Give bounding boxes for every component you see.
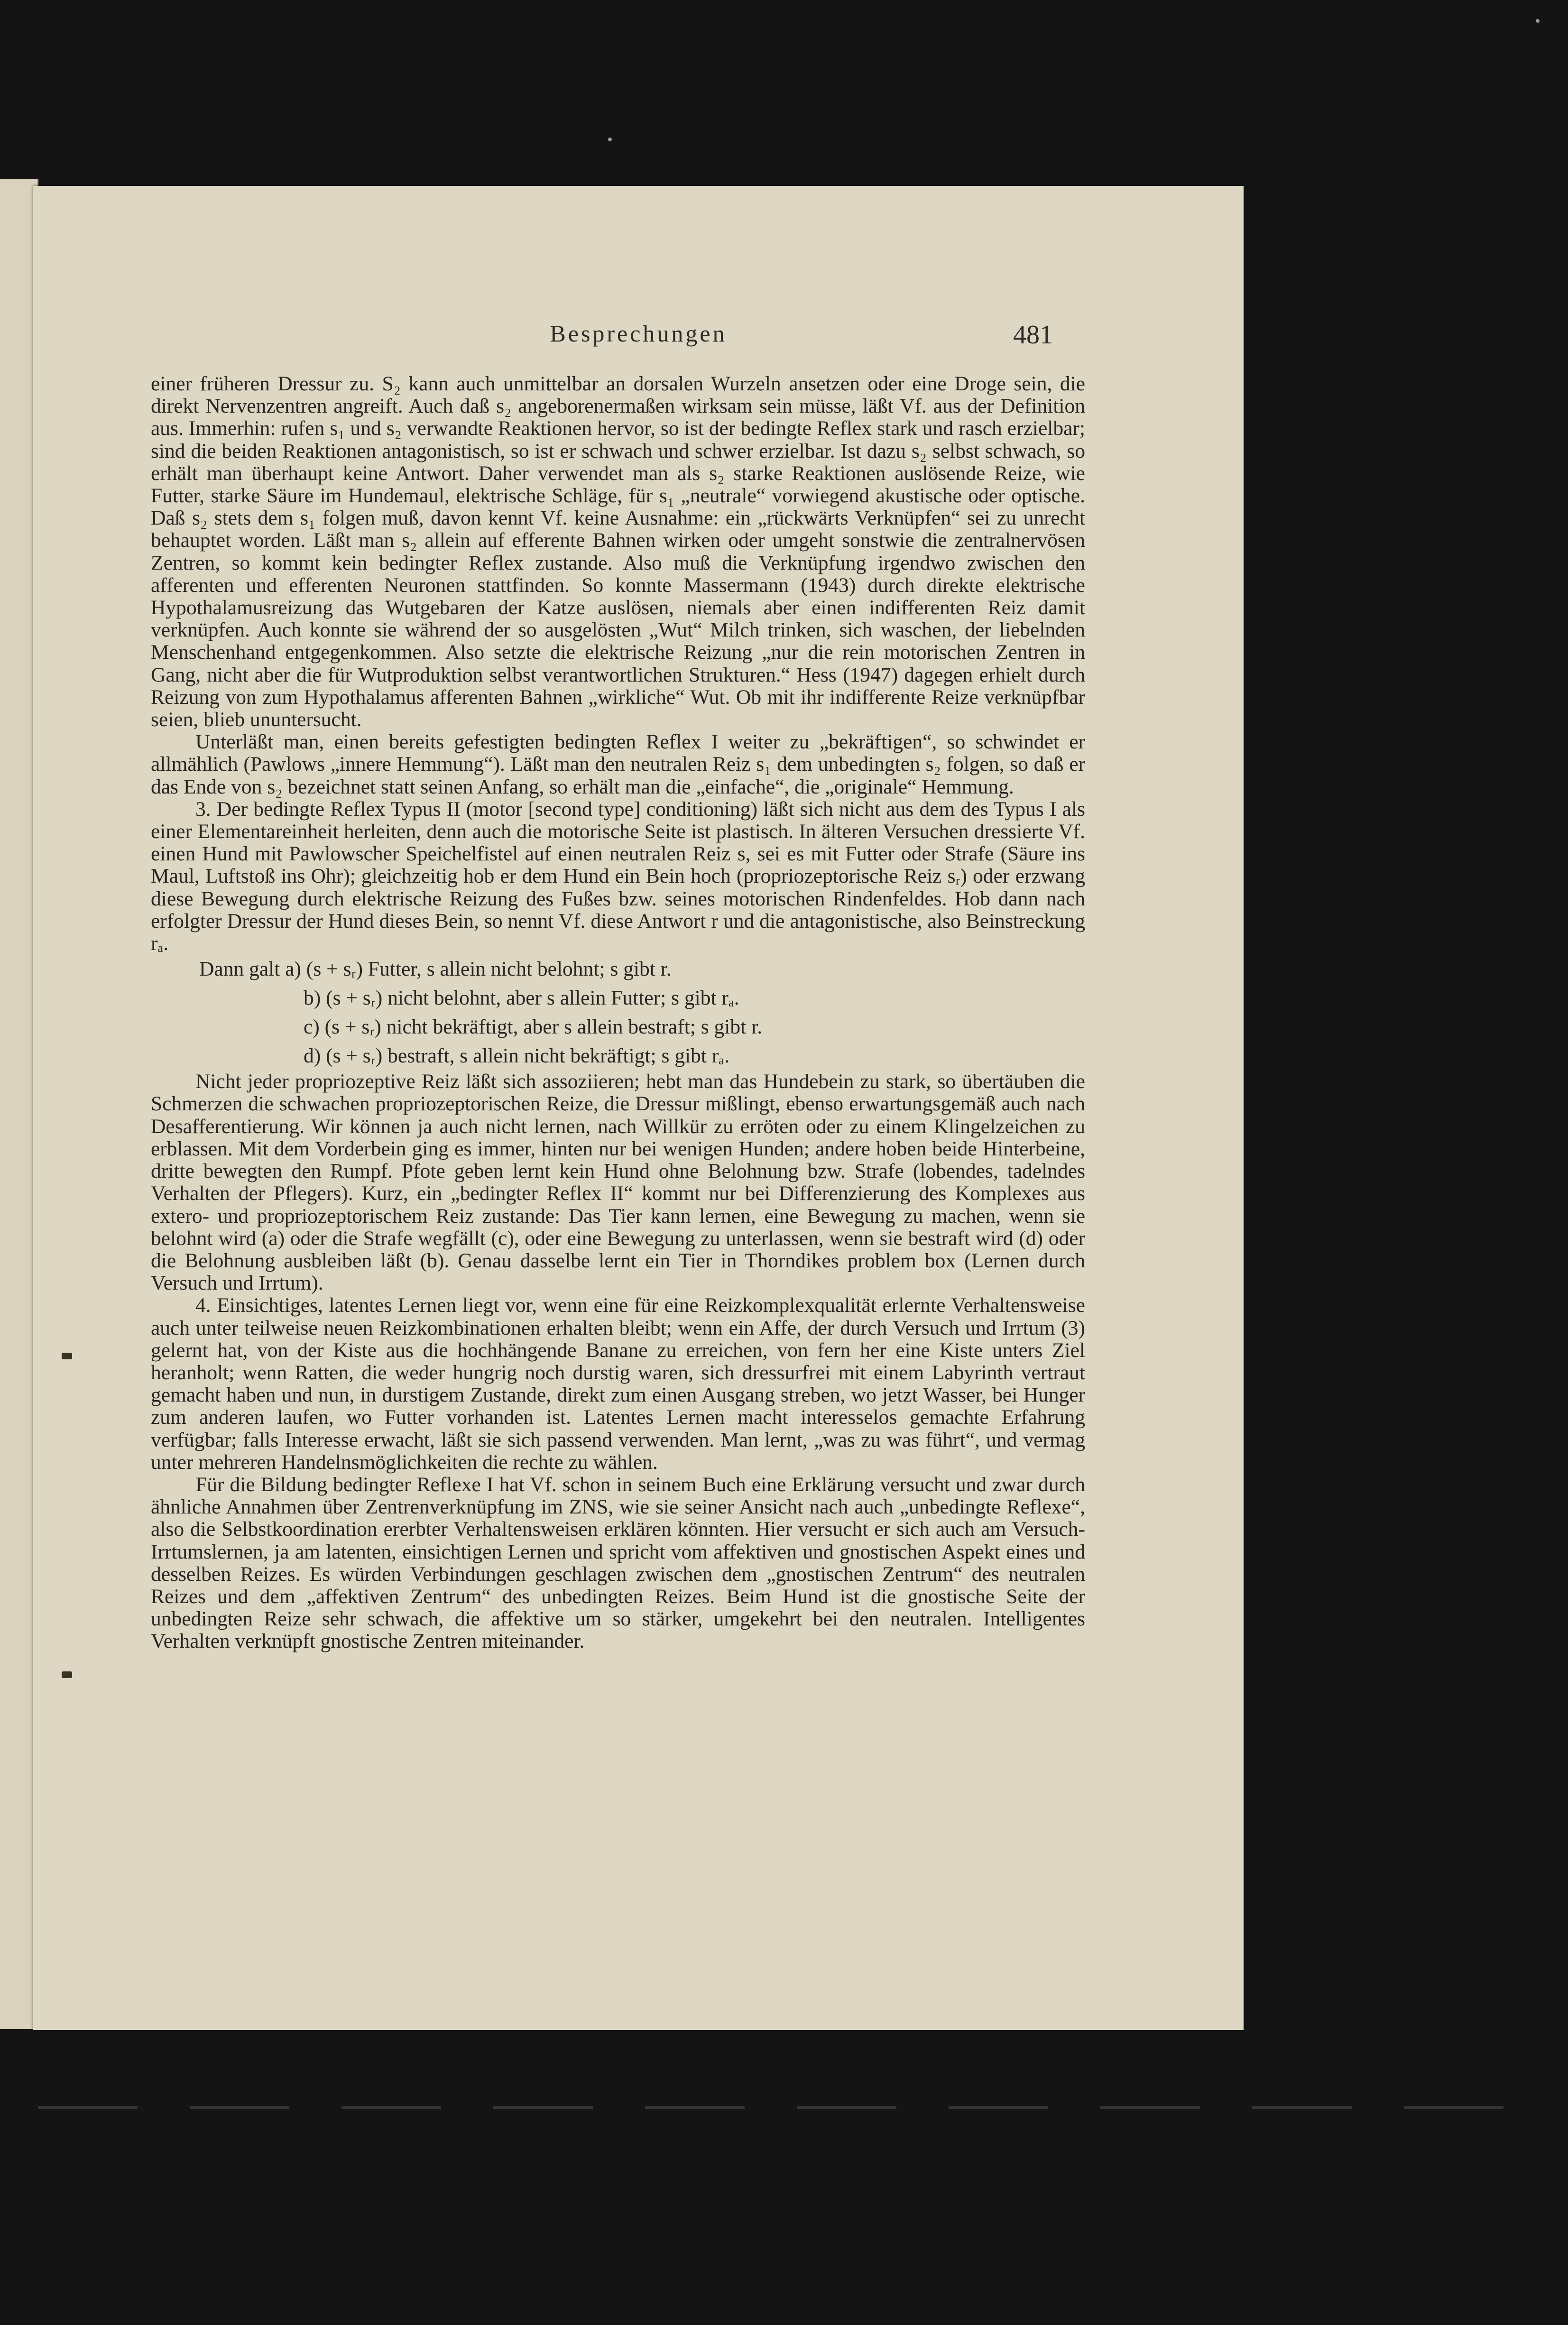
paragraph: 3. Der bedingte Reflex Typus II (motor [second type] conditioning) läßt sich nicht aus dem des Typus I als einer Elementareinheit herleiten, denn auch die motorische Seite ist plastisch. In älteren Versuchen dressierte Vf. einen Hund mit Pawlowscher Speichelfistel auf einen neutralen Reiz s, sei es mit Futter oder Strafe (Säure ins Maul, Luftstoß ins Ohr); gleichzeitig hob er dem Hund ein Bein hoch (propriozeptorische Reiz sᵣ) oder erzwang diese Bewegung durch elektrische Reizung des Fußes bzw. seines motorischen Rindenfeldes. Hob dann nach erfolgter Dressur der Hund dieses Bein, so nennt Vf. diese Antwort r und die antagonistische, also Beinstreckung rₐ. (151, 797, 1085, 955)
case-line: b) (s + sᵣ) nicht belohnt, aber s allein Futter; s gibt rₐ. (304, 987, 739, 1010)
dust-speck (608, 138, 612, 141)
case-line: Dann galt a) (s + sᵣ) Futter, s allein nicht belohnt; s gibt r. (199, 958, 672, 981)
running-head: Besprechungen (550, 320, 727, 347)
body-text (151, 373, 1085, 1653)
binding-stitch (62, 1353, 72, 1359)
paragraph: 4. Einsichtiges, latentes Lernen liegt vor, wenn eine für eine Reizkomplexqualität erlernte Verhaltensweise auch unter teilweise neuen Reizkombinationen erhalten bleibt; wenn ein Affe, der durch Versuch und Irrtum (3) gelernt hat, von der Kiste aus die hochhängende Banane zu erreichen, von fern her eine Kiste unters Ziel heranholt; wenn Ratten, die weder hungrig noch durstig waren, sich dressurfrei mit einem Labyrinth vertraut gemacht haben und nun, in durstigem Zustande, direkt zum einen Ausgang streben, wo jetzt Wasser, bei Hunger zum anderen laufen, wo Futter vorhanden ist. Latentes Lernen macht interesselos gemachte Erfahrung verfügbar; falls Interesse erwacht, läßt sie sich passend verwenden. Man lernt, „was zu was führt“, und vermag unter mehreren Handelnsmöglichkeiten die rechte zu wählen. (151, 1294, 1085, 1474)
scan-edge-marks (38, 2106, 1527, 2109)
case-line: c) (s + sᵣ) nicht bekräftigt, aber s allein bestraft; s gibt r. (304, 1015, 763, 1039)
paragraph: Nicht jeder propriozeptive Reiz läßt sich assoziieren; hebt man das Hundebein zu stark, so übertäuben die Schmerzen die schwachen propriozeptorischen Reize, die Dressur mißlingt, ebenso erwartungsgemäß auch nach Desafferentierung. Wir können ja auch nicht lernen, nach Willkür zu erröten oder zu einem Klingelzeichen zu erblassen. Mit dem Vorderbein ging es immer, hinten nur bei wenigen Hunden; andere hoben beide Hinterbeine, dritte bewegten den Rumpf. Pfote geben lernt kein Hund ohne Belohnung bzw. Strafe (lobendes, tadelndes Verhalten der Pflegers). Kurz, ein „bedingter Reflex II“ kommt nur bei Differenzierung des Komplexes aus extero- und propriozeptorischem Reiz zustande: Das Tier kann lernen, eine Bewegung zu machen, wenn sie belohnt wird (a) oder die Strafe wegfällt (c), oder eine Bewegung zu unterlassen, wenn sie bestraft wird (d) oder die Belohnung ausbleiben läßt (b). Genau dasselbe lernt ein Tier in Thorndikes problem box (Lernen durch Versuch und Irrtum). (151, 1070, 1085, 1295)
dust-speck (1536, 19, 1540, 23)
paragraph: Für die Bildung bedingter Reflexe I hat Vf. schon in seinem Buch eine Erklärung versucht und zwar durch ähnliche Annahmen über Zentrenverknüpfung im ZNS, wie sie seiner Ansicht nach auch „unbedingte Reflexe“, also die Selbstkoordination ererbter Verhaltensweisen erklären könnten. Hier versucht er sich auch am Versuch-Irrtumslernen, ja am latenten, einsichtigen Lernen und spricht vom affektiven und gnostischen Aspekt eines und desselben Reizes. Es würden Verbindungen geschlagen zwischen dem „gnostischen Zentrum“ des neutralen Reizes und dem „affektiven Zentrum“ des unbedingten Reizes. Beim Hund ist die gnostische Seite der unbedingten Reize sehr schwach, die affektive um so stärker, umgekehrt bei den neutralen. Intelligentes Verhalten verknüpft gnostische Zentren miteinander. (151, 1473, 1085, 1653)
binding-stitch (62, 1671, 72, 1678)
case-line: d) (s + sᵣ) bestraft, s allein nicht bekräftigt; s gibt rₐ. (304, 1044, 730, 1068)
previous-page-edge (0, 179, 38, 2029)
page-number: 481 (1013, 320, 1053, 350)
book-page (33, 186, 1244, 2030)
paragraph: Unterläßt man, einen bereits gefestigten bedingten Reflex I weiter zu „bekräftigen“, so schwindet er allmählich (Pawlows „innere Hemmung“). Läßt man den neutralen Reiz s₁ dem unbedingten s₂ folgen, so daß er das Ende von s₂ bezeichnet statt seinen Anfang, so erhält man die „einfache“, die „originale“ Hemmung. (151, 730, 1085, 798)
paragraph: einer früheren Dressur zu. S₂ kann auch unmittelbar an dorsalen Wurzeln ansetzen oder eine Droge sein, die direkt Nervenzentren angreift. Auch daß s₂ angeborenermaßen wirksam sein müsse, läßt Vf. aus der Definition aus. Immerhin: rufen s₁ und s₂ verwandte Reaktionen hervor, so ist der bedingte Reflex stark und rasch erzielbar; sind die beiden Reaktionen antagonistisch, so ist er schwach und schwer erzielbar. Ist dazu s₂ selbst schwach, so erhält man überhaupt keine Antwort. Daher verwendet man als s₂ starke Reaktionen auslösende Reize, wie Futter, starke Säure im Hundemaul, elektrische Schläge, für s₁ „neutrale“ vorwiegend akustische oder optische. Daß s₂ stets dem s₁ folgen muß, davon kennt Vf. keine Ausnahme: ein „rückwärts Verknüpfen“ sei zu unrecht behauptet worden. Läßt man s₂ allein auf efferente Bahnen wirken oder umgeht sonstwie die zentralnervösen Zentren, so kommt kein bedingter Reflex zustande. Also muß die Verknüpfung irgendwo zwischen den afferenten und efferenten Neuronen stattfinden. So konnte Massermann (1943) durch direkte elektrische Hypothalamusreizung das Wutgebaren der Katze auslösen, niemals aber einen indifferenten Reiz damit verknüpfen. Auch konnte sie während der so ausgelösten „Wut“ Milch trinken, sich waschen, der liebelnden Menschenhand entgegenkommen. Also setzte die elektrische Reizung „nur die rein motorischen Zentren in Gang, nicht aber die für Wutproduktion selbst verantwortlichen Strukturen.“ Hess (1947) dagegen erhielt durch Reizung von zum Hypothalamus afferenten Bahnen „wirkliche“ Wut. Ob mit ihr indifferente Reize verknüpfbar seien, blieb ununtersucht. (151, 372, 1085, 731)
page-header (33, 320, 1244, 353)
